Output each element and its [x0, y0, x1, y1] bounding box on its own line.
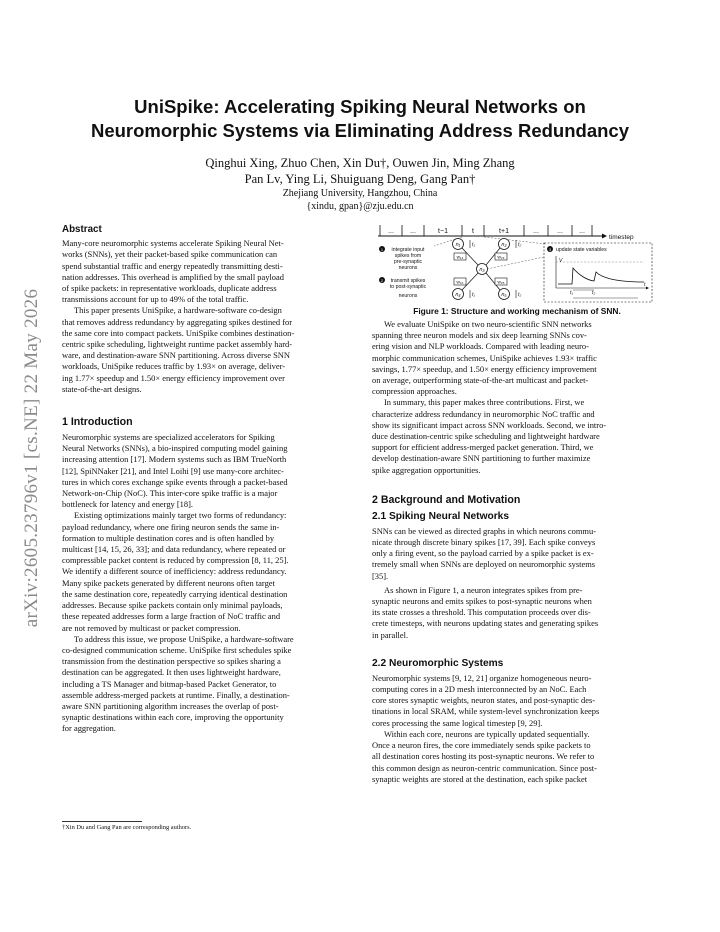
- left-column: [62, 224, 348, 735]
- section-2-heading: 2 Background and Motivation: [372, 493, 521, 506]
- text-line: the same core into compact packets. UniSpike combines destination-: [62, 327, 295, 338]
- text-line: spend substantial traffic and energy repeatedly transmitting desti-: [62, 260, 283, 271]
- text-line: synaptic weights are stored at the destination, each spike packet: [372, 773, 588, 784]
- weight-label: w₁₃: [456, 254, 464, 260]
- time-mark: t₁: [472, 242, 475, 248]
- text-line: all destination cores hosting its post-synaptic neurons. We refer to: [372, 751, 595, 762]
- text-line: including a TS Manager and bitmap-based Packet Generator, to: [62, 678, 277, 689]
- text-line: Many-core neuromorphic systems accelerate Spiking Neural Net-: [62, 238, 284, 249]
- step-3-text: update state variables: [556, 247, 607, 253]
- text-line: transmissions account for up to 49% of the total traffic.: [62, 294, 249, 305]
- text-line: Within each core, neurons are typically updated sequentially.: [384, 728, 590, 739]
- text-line: state-of-the-art designs.: [62, 383, 142, 394]
- plot-label: t₂: [592, 290, 596, 296]
- affiliation-institution: Zhejiang University, Hangzhou, China: [282, 188, 438, 199]
- time-mark: t₂: [518, 292, 522, 298]
- text-line: Network-on-Chip (NoC). This inter-core spike traffic is a major: [62, 488, 278, 499]
- weight-label: w₃₄: [456, 279, 464, 285]
- timeline-label: ...: [557, 228, 563, 235]
- text-line: compression approaches.: [372, 386, 457, 397]
- text-line: only a firing event, so the payload carried by a spike packet is ex-: [372, 548, 594, 559]
- text-line: tremely small when SNNs are deployed on neuromorphic systems: [372, 559, 596, 570]
- neuron-label: n₃: [479, 267, 485, 273]
- timeline-arrowhead: [602, 234, 607, 239]
- title-line-1: UniSpike: Accelerating Spiking Neural Networks on: [134, 96, 586, 117]
- timeline-label: ...: [579, 228, 585, 235]
- footnote: †Xin Du and Gang Pan are corresponding authors.: [62, 824, 192, 831]
- text-line: Neural Networks (SNNs), a bio-inspired computing model gaining: [62, 443, 288, 454]
- text-line: ing 1.77× speedup and 1.50× energy efficiency improvement over: [62, 372, 285, 383]
- time-mark: t₂: [518, 242, 522, 248]
- section-2-1-paragraph-1: [372, 526, 658, 582]
- svg-text:2: 2: [380, 278, 384, 283]
- step-2-text: to post-synaptic: [389, 284, 427, 290]
- text-line: transmission from the destination perspective so spikes sharing a: [62, 656, 281, 667]
- intro-paragraph-1: [62, 432, 348, 510]
- text-line: characterize address redundancy in neuromorphic NoC traffic and: [372, 408, 595, 419]
- right-column: [372, 319, 658, 785]
- figure-1-caption: Figure 1: Structure and working mechanism of SNN.: [413, 306, 621, 316]
- text-line: nation addresses. This overhead is amplified by the small payload: [62, 271, 284, 282]
- text-line: on average, outperforming state-of-the-art multicast and packet-: [372, 375, 589, 386]
- step-1-text: spikes from: [394, 253, 422, 259]
- text-line: nicate through discrete binary spikes [17, 39]. Each spike conveys: [372, 537, 596, 548]
- timeline-label: ...: [410, 228, 416, 235]
- text-line: destination can be aggregated. It then uses lightweight hardware,: [62, 667, 281, 678]
- text-line: Once a neuron fires, the core immediately sends spike packets to: [372, 740, 591, 751]
- neuron-label: n₄: [455, 292, 461, 298]
- text-line: aware SNN partitioning algorithm increases the overlap of post-: [62, 700, 279, 711]
- figure-1-diagram: [376, 222, 658, 304]
- text-line: show its significant impact across SNN workloads. Second, we intro-: [372, 419, 607, 430]
- timeline-label: t: [472, 228, 474, 235]
- section-2-2-heading: 2.2 Neuromorphic Systems: [372, 657, 504, 669]
- arxiv-stamp-text: arXiv:2605.23796v1 [cs.NE] 22 May 2026: [21, 288, 42, 628]
- text-line: We identify a different source of inefficiency: address redundancy.: [62, 566, 287, 577]
- timeline-label: t−1: [438, 228, 448, 235]
- section-2-1-paragraph-2: [372, 585, 658, 641]
- plot-label: V: [559, 258, 563, 264]
- affiliation-email: {xindu, gpan}@zju.edu.cn: [306, 201, 414, 212]
- neuron-label: n₅: [501, 292, 507, 298]
- text-line: in parallel.: [372, 629, 409, 640]
- text-line: for aggregation.: [62, 723, 116, 734]
- text-line: co-designed communication scheme. UniSpike first schedules spike: [62, 644, 292, 655]
- plot-label: t₁: [570, 290, 573, 296]
- text-line: its state crosses a threshold. This computation proceeds over dis-: [372, 607, 591, 618]
- step-1-text: pre-synaptic: [393, 259, 423, 265]
- text-line: cores processing the same logical timestep [9, 29].: [372, 717, 543, 728]
- text-line: morphic communication schemes, UniSpike achieves 1.93× traffic: [372, 352, 597, 363]
- text-line: SNNs can be viewed as directed graphs in which neurons commu-: [372, 525, 597, 536]
- weight-label: w₂₃: [497, 254, 505, 260]
- text-line: this common design as neuron-centric communication. Since post-: [372, 762, 597, 773]
- text-line: works (SNNs), yet their packet-based spike communication can: [62, 249, 278, 260]
- text-line: Many spike packets generated by different neurons often target: [62, 577, 275, 588]
- text-line: workloads, UniSpike reduces traffic by 1.93× on average, deliver-: [62, 361, 286, 372]
- neuron-label: n₂: [501, 242, 507, 248]
- text-line: We evaluate UniSpike on two neuro-scientific SNN networks: [384, 319, 592, 329]
- text-line: the same destination core, repeatedly carrying identical destination: [62, 588, 288, 599]
- step-1-text: neurons: [398, 265, 418, 271]
- text-line: To address this issue, we propose UniSpike, a hardware-software: [74, 633, 294, 644]
- abstract-heading: Abstract: [62, 224, 102, 235]
- text-line: formation to multiple destination cores and is often handled by: [62, 532, 275, 543]
- affiliation: [0, 187, 720, 213]
- text-line: bottleneck for latency and energy [18].: [62, 499, 194, 510]
- text-line: Existing optimizations mainly target two forms of redundancy:: [74, 510, 287, 521]
- intro-paragraph-2: [62, 510, 348, 633]
- text-line: tinations in local SRAM, while system-level synchronization keeps: [372, 706, 600, 717]
- step-2-text: transmit spikes: [390, 278, 426, 284]
- text-line: are not removed by multicast or packet compression.: [62, 622, 241, 633]
- footnote-rule: [62, 821, 142, 822]
- text-line: tures in which cores exchange spike events through a packet-based: [62, 476, 288, 487]
- text-line: ering vision and NLP workloads. Compared with leading neuro-: [372, 341, 589, 352]
- text-line: addresses. Because spike packets contain only minimal payloads,: [62, 600, 283, 611]
- text-line: As shown in Figure 1, a neuron integrates spikes from pre-: [384, 584, 583, 595]
- section-2-2-paragraph-2: [372, 729, 658, 785]
- text-line: compressible packet content is reduced by compression [8, 11, 25].: [62, 555, 289, 566]
- timestep-label: timestep: [609, 234, 634, 241]
- authors-line-2: Pan Lv, Ying Li, Shuiguang Deng, Gang Pan†: [244, 172, 476, 186]
- text-line: crete timesteps, with neurons updating states and generating spikes: [372, 618, 599, 629]
- author-list: [0, 155, 720, 187]
- step-2-text: neurons: [398, 293, 418, 299]
- text-line: computing cores in a 2D mesh interconnected by an NoC. Each: [372, 684, 587, 695]
- title-line-2: Neuromorphic Systems via Eliminating Address Redundancy: [90, 120, 629, 141]
- membrane-potential-curve: [558, 268, 644, 284]
- text-line: Neuromorphic systems [9, 12, 21] organize homogeneous neuro-: [372, 672, 592, 683]
- intro-heading: 1 Introduction: [62, 416, 133, 429]
- neuron-label: n₁: [455, 242, 461, 248]
- text-line: payload redundancy, where one firing neuron sends the same in-: [62, 521, 280, 532]
- text-line: centric spike scheduling, lightweight runtime packet assembly hard-: [62, 339, 293, 350]
- svg-text:3: 3: [548, 247, 552, 252]
- text-line: In summary, this paper makes three contributions. First, we: [384, 397, 585, 408]
- section-2-1-heading: 2.1 Spiking Neural Networks: [372, 510, 510, 522]
- abstract-paragraph-2: [62, 305, 348, 395]
- right-intro-paragraph-1: [372, 319, 658, 397]
- text-line: develop destination-aware SNN partitioning to further maximize: [372, 453, 591, 464]
- text-line: these repeated addresses form a large fraction of NoC traffic and: [62, 611, 281, 622]
- timeline-label: ...: [533, 228, 539, 235]
- svg-text:1: 1: [380, 247, 384, 252]
- text-line: of spike packets: in representative workloads, duplicate address: [62, 283, 277, 294]
- text-line: spanning three neuron models and six deep learning SNNs cov-: [372, 330, 587, 341]
- timeline-label: t+1: [499, 228, 509, 235]
- paper-title: [0, 95, 720, 143]
- right-intro-paragraph-2: [372, 397, 658, 475]
- text-line: [35].: [372, 570, 389, 581]
- weight-label: w₃₅: [497, 279, 505, 285]
- abstract-paragraph-1: [62, 238, 348, 305]
- text-line: support for efficient address-merged packet generation. Third, we: [372, 442, 594, 453]
- plot-label: t: [644, 282, 646, 288]
- authors-line-1: Qinghui Xing, Zhuo Chen, Xin Du†, Ouwen Jin, Ming Zhang: [205, 156, 515, 170]
- text-line: assemble address-merged packets at runtime. Finally, a destination-: [62, 689, 290, 700]
- text-line: duce destination-centric spike scheduling and lightweight hardware: [372, 431, 600, 442]
- text-line: spike aggregation opportunities.: [372, 464, 481, 475]
- text-line: [12], SpiNNaker [21], and Intel Loihi [9] use many-core architec-: [62, 465, 284, 476]
- text-line: This paper presents UniSpike, a hardware-software co-design: [74, 305, 282, 316]
- text-line: synaptic neurons and emits spikes to post-synaptic neurons when: [372, 596, 592, 607]
- section-2-2-paragraph-1: [372, 673, 658, 729]
- text-line: savings, 1.77× speedup, and 1.50× energy efficiency improvement: [372, 363, 597, 374]
- text-line: that removes address redundancy by aggregating spikes destined for: [62, 316, 293, 327]
- arxiv-stamp: [12, 248, 52, 668]
- intro-paragraph-3: [62, 634, 348, 735]
- text-line: increasing attention [17]. Modern systems such as IBM TrueNorth: [62, 454, 287, 465]
- text-line: synaptic destinations within each core, improving the opportunity: [62, 712, 284, 723]
- text-line: ware, and destination-aware SNN partitioning. Across diverse SNN: [62, 350, 290, 361]
- step-1-text: integrate input: [391, 247, 425, 253]
- text-line: core stores synaptic weights, neuron states, and post-synaptic des-: [372, 695, 596, 706]
- time-mark: t₁: [472, 292, 475, 298]
- text-line: Neuromorphic systems are specialized accelerators for Spiking: [62, 432, 275, 443]
- text-line: multicast [14, 15, 26, 33]; and data redundancy, where repeated or: [62, 544, 286, 555]
- timeline-label: ...: [388, 228, 394, 235]
